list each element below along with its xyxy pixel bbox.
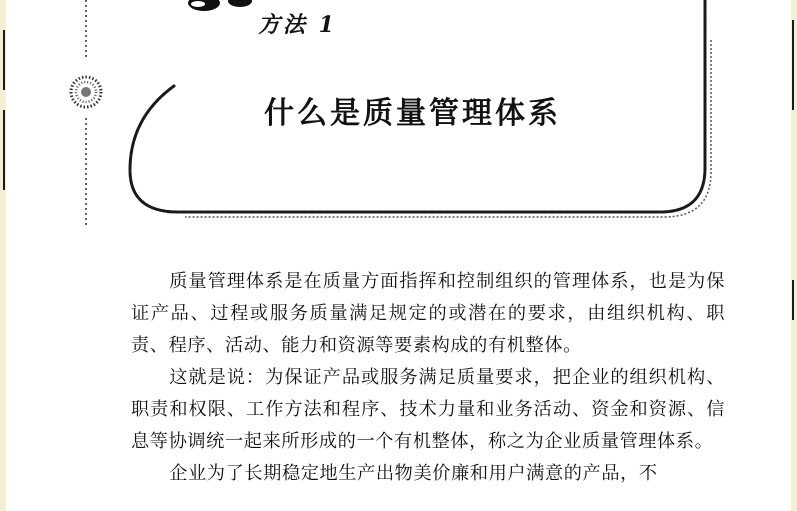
- paragraph: 企业为了长期稳定地生产出物美价廉和用户满意的产品，不: [169, 463, 658, 484]
- scribble-circle-icon: [71, 77, 101, 107]
- paragraph: 质量管理体系是在质量方面指挥和控制组织的管理体系，也是为保证产品、过程或服务质量满足规定的或潜在的要求，由组织机构、职责、程序、活动、能力和资源等要素构成的有机整体。: [131, 271, 725, 356]
- chapter-title: 什么是质量管理体系: [264, 96, 561, 131]
- paragraph: 这就是说：为保证产品或服务满足质量要求，把企业的组织机构、职责和权限、工作方法和程序、技术力量和业务活动、资金和资源、信息等协调统一起来所形成的一个有机整体，称之为企业质量管理体系。: [131, 367, 725, 452]
- ink-blob-ornament: [188, 0, 252, 11]
- method-label: 方法 1: [258, 12, 337, 38]
- body-text: [131, 266, 725, 490]
